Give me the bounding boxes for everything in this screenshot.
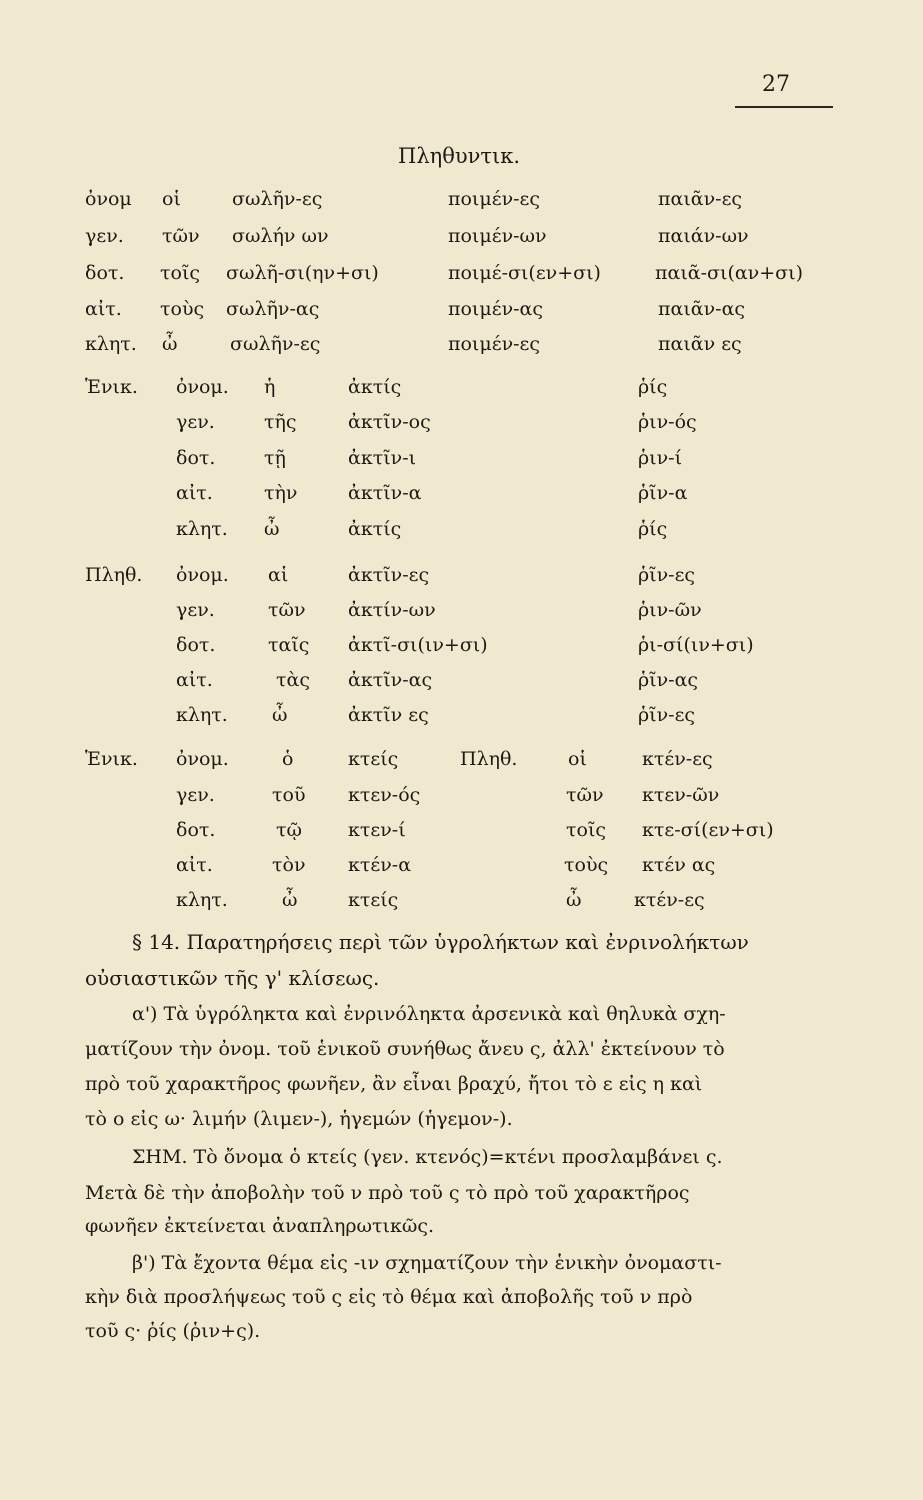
noun-form: ῥῖν-ες [638,704,696,726]
article: τοὺς [564,854,609,876]
noun-form: παιᾶ-σι(αν+σι) [655,262,803,284]
number-label: Πληθ. [85,564,143,586]
noun-form: κτέν ας [642,854,716,876]
case-label: κλητ. [85,333,137,355]
text-line: Μετὰ δὲ τὴν ἀποβολὴν τοῦ ν πρὸ τοῦ ς τὸ πρὸ τοῦ χαρακτῆρος [85,1182,690,1204]
article: τῶν [268,599,306,621]
case-label: δοτ. [85,262,125,284]
case-label: ὀνομ. [176,564,229,586]
noun-form: κτεν-ί [348,819,406,841]
case-label: κλητ. [176,518,228,540]
text-line: β') Τὰ ἔχοντα θέμα εἰς -ιν σχηματίζουν τὴν ἑνικὴν ὀνομαστι- [132,1252,722,1274]
noun-form: κτείς [348,748,399,770]
noun-form: ἀκτῖ-σι(ιν+σι) [348,634,488,656]
article: τὰς [276,669,310,691]
text-line: τοῦ ς· ῥίς (ῥιν+ς). [85,1320,261,1342]
noun-form: ἀκτῖν-α [348,482,422,504]
case-label: γεν. [85,225,124,247]
article: ὦ [162,333,178,355]
case-label: κλητ. [176,704,228,726]
noun-form: σωλῆν-ες [230,333,321,355]
case-label: δοτ. [176,447,216,469]
article: οἱ [162,188,181,210]
text-line: κὴν διὰ προσλήψεως τοῦ ς εἰς τὸ θέμα καὶ ἀποβολῆς τοῦ ν πρὸ [85,1286,693,1308]
case-label: αἰτ. [85,298,122,320]
article: ταῖς [268,634,310,656]
article: τοῖς [160,262,201,284]
noun-form: κτεν-ός [348,784,421,806]
section-heading: Πληθυντικ. [398,144,521,168]
case-label: ὀνομ. [176,376,229,398]
noun-form: ῥι-σί(ιν+σι) [638,634,754,656]
article: ὦ [566,889,582,911]
case-label: αἰτ. [176,854,213,876]
article: τῶν [162,225,200,247]
article: ὦ [282,889,298,911]
noun-form: ῥῖν-ες [638,564,696,586]
article: τοῦ [272,784,306,806]
section-14-heading: § 14. Παρατηρήσεις περὶ τῶν ὑγρολήκτων καὶ ἐνρινολήκτων [132,930,749,954]
noun-form: ῥιν-ί [638,447,683,469]
noun-form: σωλῆν-ες [232,188,323,210]
case-label: κλητ. [176,889,228,911]
article: τῇ [264,447,286,469]
noun-form: ἀκτῖν ες [348,704,429,726]
noun-form: ποιμέν-ες [448,188,541,210]
noun-form: παιᾶν-ες [658,188,743,210]
case-label: γεν. [176,784,215,806]
article: ἡ [264,376,276,398]
noun-form: ποιμέν-ων [448,225,547,247]
noun-form: παιάν-ων [658,225,749,247]
noun-form: παιᾶν ες [658,333,742,355]
text-line: οὐσιαστικῶν τῆς γ' κλίσεως. [85,966,380,990]
noun-form: ἀκτίς [348,518,402,540]
case-label: ὀνομ. [176,748,229,770]
number-label: Ἑνικ. [85,376,138,398]
noun-form: ἀκτῖν-ες [348,564,430,586]
noun-form: ῥῖν-ας [638,669,699,691]
noun-form: ἀκτῖν-ας [348,669,433,691]
article: τὴν [264,482,298,504]
article: τοῖς [566,819,607,841]
article: οἱ [568,748,587,770]
case-label: αἰτ. [176,669,213,691]
noun-form: κτέν-ες [634,889,705,911]
noun-form: ῥῖν-α [638,482,688,504]
article: ὦ [272,704,288,726]
case-label: γεν. [176,411,215,433]
article: ὦ [264,518,280,540]
text-line: α') Τὰ ὑγρόληκτα καὶ ἐνρινόληκτα ἀρσενικὰ καὶ θηλυκὰ σχη- [132,1003,726,1025]
noun-form: κτείς [348,889,399,911]
number-label: Πληθ. [460,748,518,770]
article: αἱ [268,564,289,586]
article: τῷ [276,819,303,841]
number-label: Ἑνικ. [85,748,138,770]
text-line: τὸ ο εἰς ω· λιμήν (λιμεν-), ἡγεμών (ἡγεμον-). [85,1108,513,1130]
noun-form: ῥιν-ός [638,411,697,433]
noun-form: ἀκτίς [348,376,402,398]
text-line: φωνῆεν ἐκτείνεται ἀναπληρωτικῶς. [85,1215,435,1237]
page-number: 27 [762,72,790,97]
noun-form: κτέν-α [348,854,412,876]
text-line: πρὸ τοῦ χαρακτῆρος φωνῆεν, ἂν εἶναι βραχύ, ἤτοι τὸ ε εἰς η καὶ [85,1073,703,1095]
article: ὁ [282,748,294,770]
noun-form: σωλήν ων [232,225,329,247]
noun-form: κτε-σί(εν+σι) [642,819,774,841]
article: τῆς [264,411,297,433]
case-label: δοτ. [176,634,216,656]
noun-form: κτέν-ες [642,748,713,770]
header-rule [735,106,833,108]
noun-form: κτεν-ῶν [642,784,720,806]
text-line: ματίζουν τὴν ὀνομ. τοῦ ἑνικοῦ συνήθως ἄνευ ς, ἀλλ' ἐκτείνουν τὸ [85,1038,725,1060]
noun-form: παιᾶν-ας [658,298,746,320]
noun-form: ποιμέ-σι(εν+σι) [448,262,601,284]
article: τοὺς [160,298,205,320]
case-label: δοτ. [176,819,216,841]
noun-form: ἀκτῖν-ος [348,411,431,433]
noun-form: ῥίς [638,376,668,398]
noun-form: ῥιν-ῶν [638,599,702,621]
case-label: γεν. [176,599,215,621]
case-label: ὀνομ [85,188,132,210]
noun-form: ἀκτῖν-ι [348,447,417,469]
text-line: ΣΗΜ. Τὸ ὄνομα ὁ κτείς (γεν. κτενός)=κτένι προσλαμβάνει ς. [132,1146,723,1168]
noun-form: σωλῆ-σι(ην+σι) [226,262,379,284]
noun-form: ποιμέν-ας [448,298,544,320]
noun-form: ῥίς [638,518,668,540]
noun-form: σωλῆν-ας [226,298,320,320]
case-label: αἰτ. [176,482,213,504]
article: τὸν [272,854,306,876]
noun-form: ἀκτίν-ων [348,599,436,621]
noun-form: ποιμέν-ες [448,333,541,355]
article: τῶν [566,784,604,806]
